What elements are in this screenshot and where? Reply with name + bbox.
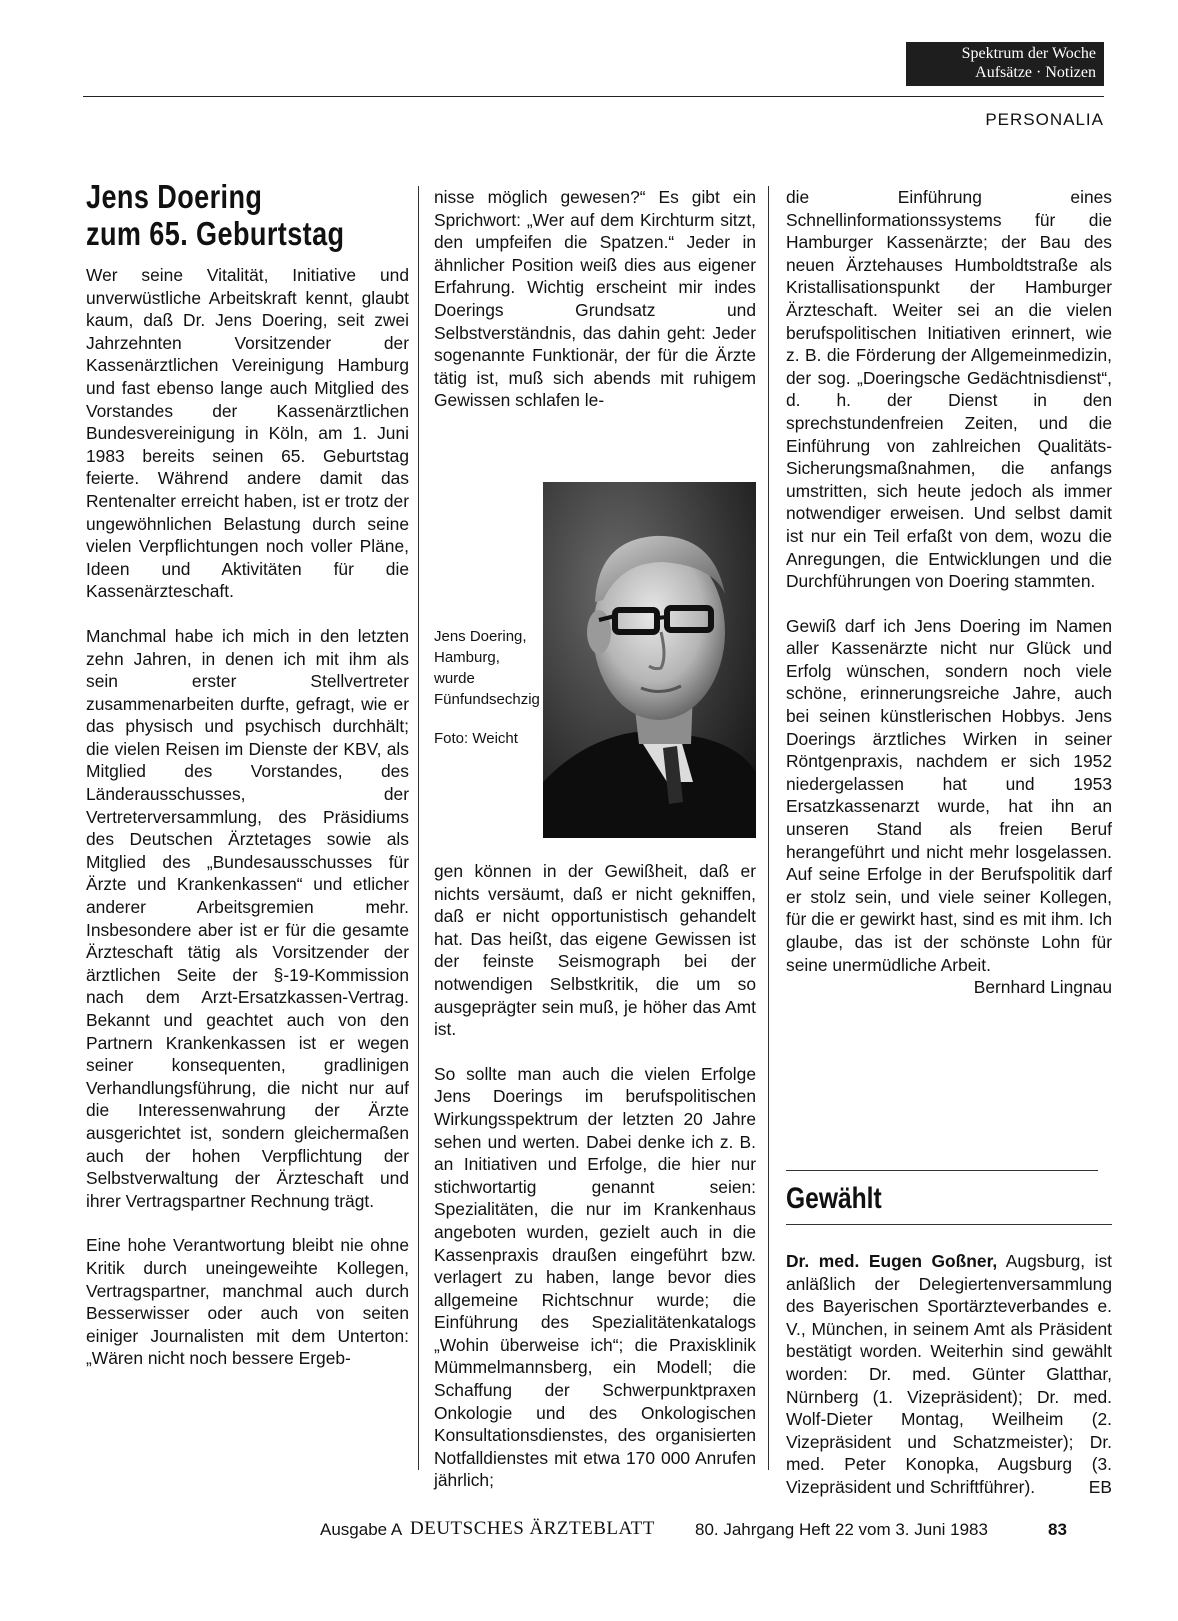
paragraph: Manchmal habe ich mich in den letzten zehn Jahren, in denen ich mit ihm als sein erster Stellvertreter zusammenarbeiten durfte, gefragt, wie er das physisch und psychisch durchhält; die vielen Reisen im Dienste der KBV, als Mitglied des Vorstandes, des Länderausschusses, der Vertreterversammlung, des Präsidiums des Deutschen Ärztetages sowie als Mitglied des „Bundesausschusses für Ärzte und Krankenkassen“ und etlicher anderer Arbeitsgremien mehr. Insbesondere aber ist er für die gesamte Ärzteschaft tätig als Vorsitzender der ärztlichen Seite der §-19-Kommission nach dem Arzt-Ersatzkassen-Vertrag. Bekannt und geachtet auch von den Partnern Krankenkassen ist er wegen seiner konsequenten, gradlinigen Verhandlungsführung, die nicht nur auf die Interessenwahrung der Ärzte ausgerichtet ist, sondern gleichermaßen auch der hohen Verpflichtung der Selbstverwaltung der Ärzteschaft und ihrer Vertragspartner Rechnung trägt. xyxy=(86,625,409,1211)
photo-caption xyxy=(434,626,540,749)
header-box-line1: Spektrum der Woche xyxy=(961,45,1096,62)
article-title-line1: Jens Doering xyxy=(86,178,263,215)
paragraph: Wer seine Vitalität, Initiative und unverwüstliche Arbeitskraft kennt, glaubt kaum, daß Dr. Jens Doering, seit zwei Jahrzehnten Vorsitzender der Kassenärztlichen Vereinigung Hamburg und fast ebenso lange auch Mitglied des Vorstandes der Kassenärztlichen Bundesvereinigung in Köln, am 1. Juni 1983 bereits seinen 65. Geburtstag feierte. Während andere damit das Rentenalter erreicht haben, ist er trotz der ungewöhnlichen Belastung durch seine vielen Verpflichtungen noch voller Pläne, Ideen und Aktivitäten für die Kassenärzteschaft. xyxy=(86,265,409,602)
header-box-line2: Aufsätze · Notizen xyxy=(975,64,1096,81)
footer-issue: 80. Jahrgang Heft 22 vom 3. Juni 1983 xyxy=(695,1520,988,1539)
paragraph: Eine hohe Verantwortung bleibt nie ohne Kritik durch uneingeweihte Kollegen, Vertragspartner, manchmal auch durch Besserwisser oder auch von seiten einiger Journalisten mit dem Unterton: „Wären nicht noch bessere Ergeb- xyxy=(86,1235,409,1369)
news-paragraph xyxy=(786,1250,1112,1499)
section-header-box xyxy=(906,42,1104,86)
portrait-photo xyxy=(543,482,756,838)
news-rule-top xyxy=(786,1170,1098,1171)
paragraph: nisse möglich gewesen?“ Es gibt ein Sprichwort: „Wer auf dem Kirchturm sitzt, den umpfeifen die Spatzen.“ Jeder in ähnlicher Position weiß dies aus eigener Erfahrung. Wichtig erscheint mir indes Doerings Grundsatz und Selbstverständnis, das dahin geht: Jeder sogenannte Funktionär, der für die Ärzte tätig ist, muß sich abends mit ruhigem Gewissen schlafen le- xyxy=(434,187,756,411)
news-text: Augsburg, ist anläßlich der Delegiertenversammlung des Bayerischen Sportärzteverbandes e. V., München, in seinem Amt als Präsident bestätigt worden. Weiterhin sind gewählt worden: Dr. med. Günter Glatthar, Nürnberg (1. Vizepräsident); Dr. med. Wolf-Dieter Montag, Weilheim (2. Vizepräsident und Schatzmeister); Dr. med. Peter Konopka, Augsburg (3. Vizepräsident und Schriftführer). xyxy=(786,1251,1112,1497)
news-body xyxy=(786,1250,1112,1499)
column-divider xyxy=(768,186,769,1470)
caption-text: Jens Doering, Hamburg, wurde Fünfundsechzig xyxy=(434,628,540,708)
footer-journal-name: DEUTSCHES ÄRZTEBLATT xyxy=(410,1518,655,1539)
article-column-1 xyxy=(86,264,409,1370)
news-signature: EB xyxy=(1088,1476,1112,1497)
article-column-3 xyxy=(786,186,1112,999)
footer-edition: Ausgabe A xyxy=(320,1520,403,1539)
photo-credit: Foto: Weicht xyxy=(434,730,518,747)
section-label: PERSONALIA xyxy=(985,110,1104,129)
paragraph: die Einführung eines Schnellinformationssystems für die Hamburger Kassenärzte; der Bau des neuen Ärztehauses Humboldtstraße als Kristallisationspunkt der Hamburger Ärzteschaft. Weiter sei an die vielen berufspolitischen Initiativen erinnert, wie z. B. die Förderung der Allgemeinmedizin, der sog. „Doeringsche Gedächtnisdienst“, d. h. der Dienst in den sprechstundenfreien Zeiten, und die Einführung von zahlreichen Qualitäts-Sicherungsmaßnahmen, die anfangs umstritten, sich heute jedoch als immer notwendiger erweisen. Und selbst damit ist nur ein Teil erfaßt von dem, wozu die Anregungen, die Entwicklungen und die Durchführungen von Doering stammten. xyxy=(786,187,1112,592)
news-title: Gewählt xyxy=(786,1182,882,1215)
header-rule xyxy=(83,96,1104,97)
article-column-2-top xyxy=(434,186,756,412)
article-title-line2: zum 65. Geburtstag xyxy=(86,215,345,252)
paragraph: So sollte man auch die vielen Erfolge Jens Doerings im berufspolitischen Wirkungsspektrum der letzten 20 Jahre sehen und werten. Dabei denke ich z. B. an Initiativen und Erfolge, die hier nur stichwortartig genannt seien: Spezialitäten, die nur im Krankenhaus angeboten wurden, gezielt auch in die Kassenpraxis draußen eingeführt bzw. verlagert zu haben, lange bevor dies allgemeine Richtschnur wurde; die Einführung des Spezialitätenkatalogs „Wohin überweise ich“; die Praxisklinik Mümmelmannsberg, ein Modell; die Schaffung der Schwerpunktpraxen Onkologie und des Onkologischen Konsultationsdienstes, des organisierten Notfalldienstes mit etwa 170 000 Anrufen jährlich; xyxy=(434,1063,756,1491)
news-rule-bottom xyxy=(786,1224,1112,1225)
article-column-2-bottom xyxy=(434,860,756,1492)
author-signature: Bernhard Lingnau xyxy=(973,977,1112,998)
column-divider xyxy=(418,186,419,1470)
page-number: 83 xyxy=(1048,1520,1067,1539)
paragraph xyxy=(786,615,1112,998)
paragraph-text: Gewiß darf ich Jens Doering im Namen aller Kassenärzte nicht nur Glück und Erfolg wünschen, sondern noch viele schöne, erinnerungsreiche Jahre, auch bei seinen künstlerischen Hobbys. Jens Doerings ärztliches Wirken in seiner Röntgenpraxis, nachdem er sich 1952 niedergelassen hat und 1953 Ersatzkassenarzt wurde, hat ihn an unseren Stand als freien Beruf herangeführt und nicht mehr losgelassen. Auf seine Erfolge in der Berufspolitik darf er stolz sein, und viele seiner Kollegen, für die er gewirkt hast, sind es mit ihm. Ich glaube, das ist der schönste Lohn für seine unermüdliche Arbeit. xyxy=(786,615,1112,975)
news-person-name: Dr. med. Eugen Goßner, xyxy=(786,1251,998,1271)
article-title xyxy=(86,178,357,252)
paragraph: gen können in der Gewißheit, daß er nichts versäumt, daß er nicht gekniffen, daß er nicht opportunistisch gehandelt hat. Das heißt, das eigene Gewissen ist der feinste Seismograph bei der notwendigen Selbstkritik, die um so ausgeprägter sein muß, je höher das Amt ist. xyxy=(434,861,756,1040)
portrait-image xyxy=(543,482,756,838)
